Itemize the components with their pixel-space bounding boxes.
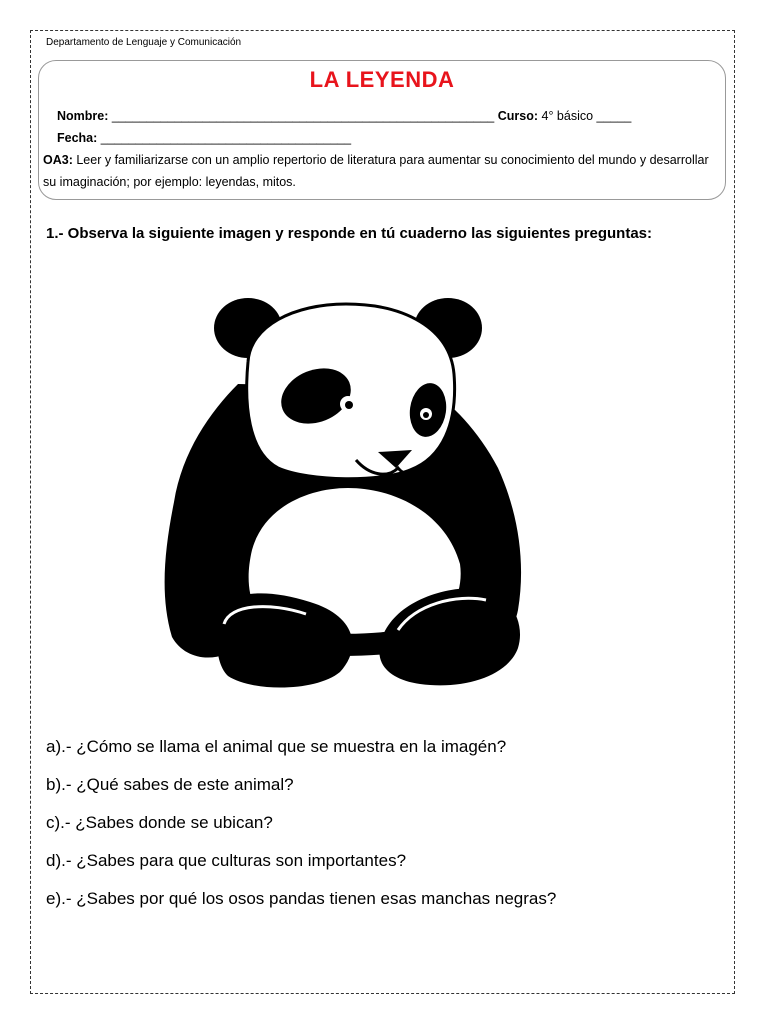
question-e: e).- ¿Sabes por qué los osos pandas tienen esas manchas negras? [46, 889, 557, 908]
instruction: 1.- Observa la siguiente imagen y responde en tú cuaderno las siguientes preguntas: [46, 225, 652, 242]
course-label: Curso: [497, 109, 539, 123]
question-d: d).- ¿Sabes para que culturas son importantes? [46, 851, 407, 870]
date-label: Fecha: [57, 131, 98, 145]
questions-list [46, 736, 726, 926]
worksheet-title: LA LEYENDA [309, 67, 455, 92]
date-row [57, 131, 351, 145]
objective-text: Leer y familiarizarse con un amplio repertorio de literatura para aumentar su conocimiento del mundo y desarrollar su imaginación; por ejemplo: leyendas, mitos. [43, 153, 709, 189]
header-box [38, 60, 726, 200]
date-blank: ____________________________________ [100, 131, 352, 145]
objective [43, 149, 721, 193]
course-value: 4° básico _____ [541, 109, 632, 123]
name-course-row [57, 109, 631, 123]
department-label: Departamento de Lenguaje y Comunicación [46, 37, 242, 48]
panda-illustration [160, 292, 532, 692]
name-blank: _______________________________________________________ [111, 109, 495, 123]
name-label: Nombre: [57, 109, 109, 123]
question-b: b).- ¿Qué sabes de este animal? [46, 775, 294, 794]
objective-code: OA3: [43, 153, 73, 167]
question-c: c).- ¿Sabes donde se ubican? [46, 813, 273, 832]
question-a: a).- ¿Cómo se llama el animal que se muestra en la imagén? [46, 737, 507, 756]
